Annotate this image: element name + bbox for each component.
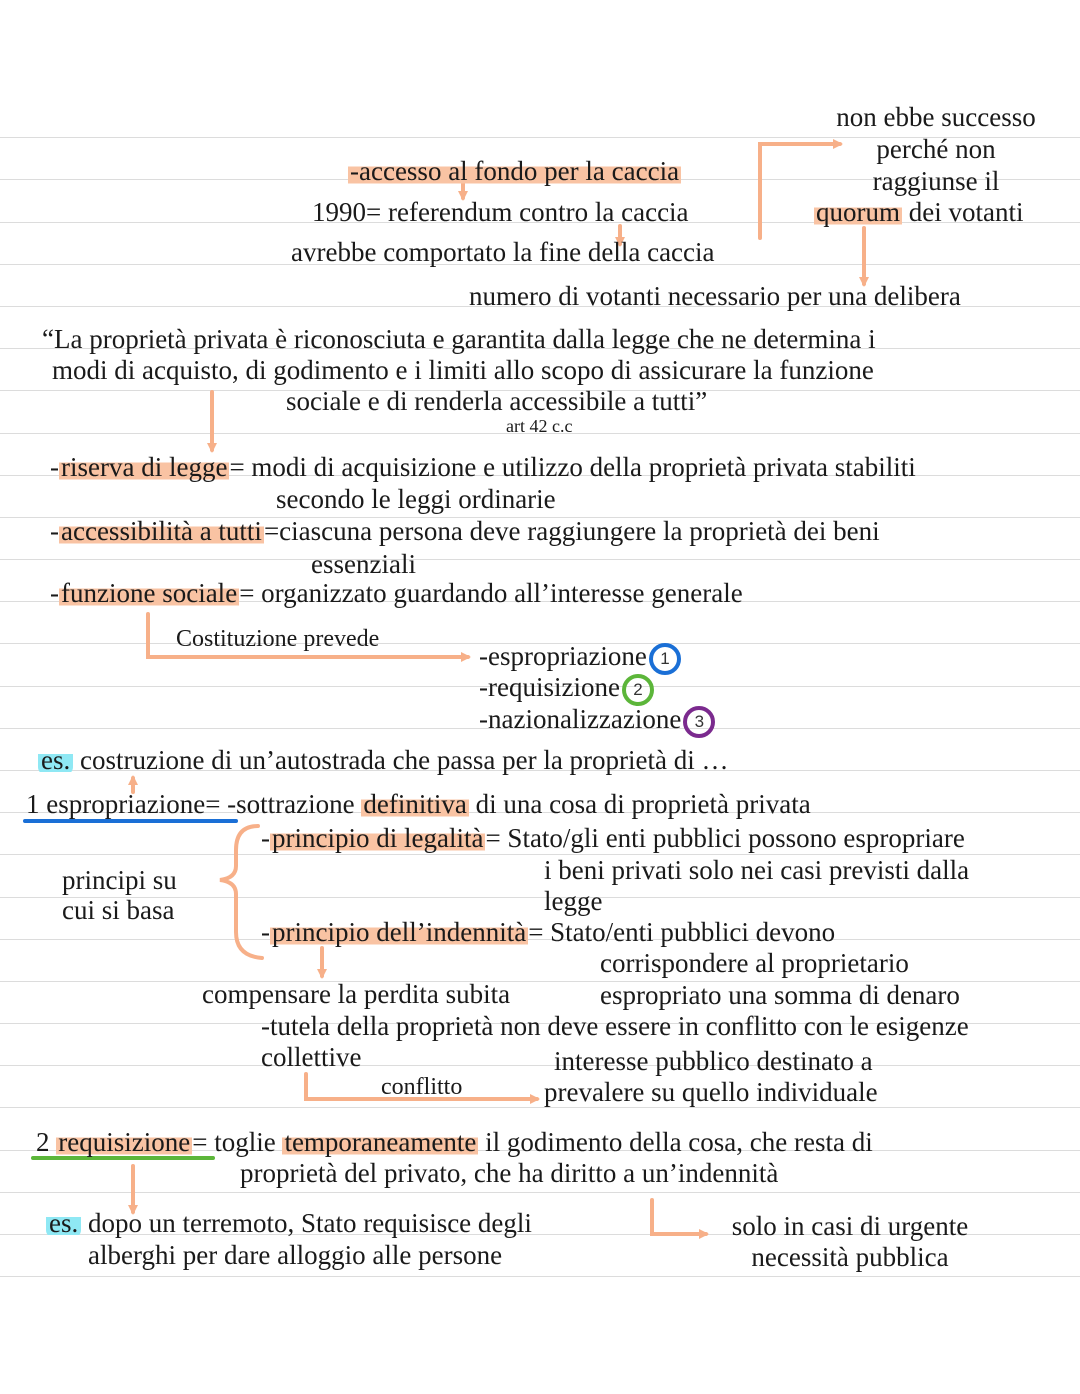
accessibilita-def-line2: essenziali — [311, 549, 416, 579]
espropriazione-line: 1 espropriazione= -sottrazione definitiva di una cosa di proprietà privata — [26, 789, 811, 819]
principi-label-line1: principi su — [62, 865, 177, 895]
espropriazione-term: espropriazione — [46, 789, 206, 819]
es-label: es. — [38, 745, 73, 775]
item-espropriazione: -espropriazione 1 — [479, 641, 681, 675]
requisizione-term: requisizione — [58, 1127, 191, 1157]
indennita-def-line3: espropriato una somma di denaro — [600, 980, 960, 1010]
hunting-access-text: -accesso al fondo per la caccia — [350, 156, 680, 186]
principi-label-line2: cui si basa — [62, 895, 175, 925]
quote-line3: sociale e di renderla accessibile a tutti” — [286, 386, 708, 416]
quote-line2: modi di acquisto, di godimento e i limiti allo scopo di assicurare la funzione — [52, 355, 874, 385]
legalita-term: principio di legalità — [272, 823, 484, 853]
quote-source: art 42 c.c — [506, 416, 573, 436]
requisizione-line: 2 requisizione= toglie temporaneamente il godimento della cosa, che resta di — [36, 1127, 873, 1157]
temporaneamente-word: temporaneamente — [284, 1127, 477, 1157]
compensare-text: compensare la perdita subita — [202, 979, 511, 1009]
example-autostrada: es. costruzione di un’autostrada che passa per la proprietà di … — [38, 745, 729, 776]
indennita-term: principio dell’indennità — [272, 917, 527, 947]
tutela-line1: -tutela della proprietà non deve essere in conflitto con le esigenze — [261, 1011, 969, 1041]
tutela-line2: collettive — [261, 1042, 362, 1072]
urgente-line1: solo in casi di urgente — [731, 1211, 969, 1241]
arrow-urgente — [652, 1200, 706, 1234]
legalita-def-line2: i beni privati solo nei casi previsti dalla — [544, 855, 970, 885]
no-success-line1: non ebbe successo — [836, 102, 1036, 132]
funzione-term: funzione sociale — [61, 578, 238, 608]
requisizione-def-line2: proprietà del privato, che ha diritto a un’indennità — [240, 1158, 779, 1188]
es-label-2: es. — [46, 1208, 81, 1238]
accessibilita-line: -accessibilità a tutti=ciascuna persona deve raggiungere la proprietà dei beni — [50, 516, 880, 546]
no-success-line3: raggiunse il — [872, 166, 1000, 196]
example-terremoto-line2: alberghi per dare alloggio alle persone — [88, 1240, 503, 1270]
interesse-line2: prevalere su quello individuale — [544, 1077, 878, 1107]
item-requisizione: -requisizione 2 — [479, 672, 654, 706]
definitiva-word: definitiva — [363, 789, 467, 819]
legalita-line: -principio di legalità= Stato/gli enti pubblici possono espropriare — [261, 823, 965, 853]
number-badge-2: 2 — [622, 674, 654, 706]
accessibilita-term: accessibilità a tutti — [61, 516, 262, 546]
quorum-line: quorum dei votanti — [816, 197, 1024, 227]
indennita-def-line2: corrispondere al proprietario — [600, 948, 909, 978]
interesse-line1: interesse pubblico destinato a — [554, 1046, 873, 1076]
indennita-line: -principio dell’indennità= Stato/enti pubblici devono — [261, 917, 836, 947]
number-badge-1: 1 — [649, 643, 681, 675]
no-success-line2: perché non — [876, 134, 996, 164]
conflitto-label: conflitto — [381, 1074, 463, 1100]
item-nazionalizzazione: -nazionalizzazione 3 — [479, 704, 715, 738]
example-terremoto-line1: es. dopo un terremoto, Stato requisisce degli — [46, 1208, 532, 1239]
costituzione-label: Costituzione prevede — [176, 626, 380, 652]
riserva-di-legge-line: -riserva di legge= modi di acquisizione e utilizzo della proprietà privata stabiliti — [50, 452, 916, 482]
end-hunting-text: avrebbe comportato la fine della caccia — [291, 237, 715, 267]
funzione-sociale-line: -funzione sociale= organizzato guardando all’interesse generale — [50, 578, 743, 608]
referendum-text: 1990= referendum contro la caccia — [312, 197, 689, 227]
number-badge-3: 3 — [683, 706, 715, 738]
legalita-def-line3: legge — [544, 886, 603, 916]
quorum-definition: numero di votanti necessario per una delibera — [469, 281, 961, 311]
urgente-line2: necessità pubblica — [751, 1242, 949, 1272]
riserva-def-line2: secondo le leggi ordinarie — [276, 484, 556, 514]
quote-line1: “La proprietà privata è riconosciuta e garantita dalla legge che ne determina i — [42, 324, 876, 354]
quorum-word: quorum — [816, 197, 900, 227]
riserva-term: riserva di legge — [61, 452, 228, 482]
